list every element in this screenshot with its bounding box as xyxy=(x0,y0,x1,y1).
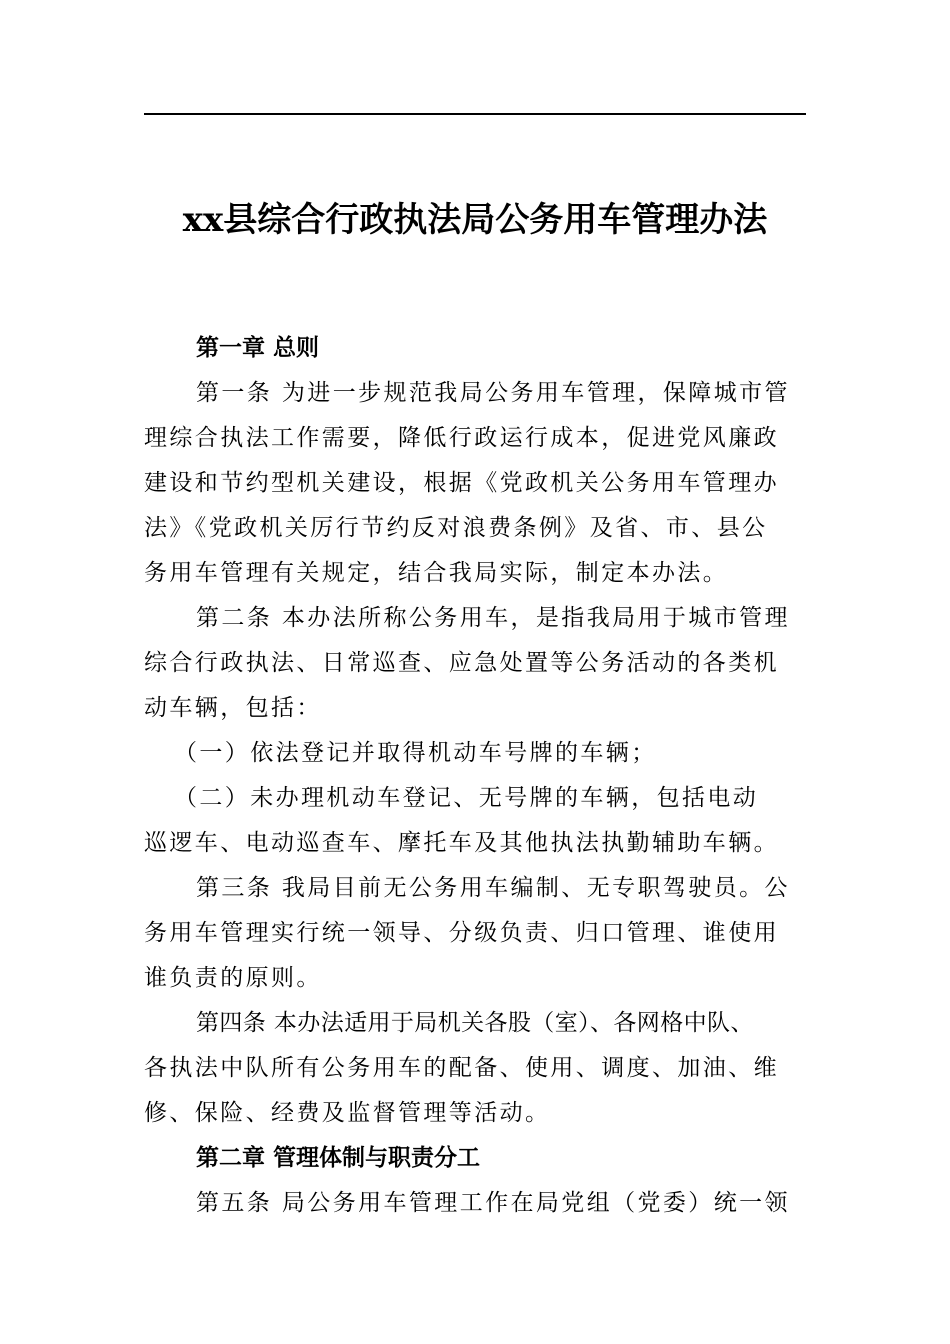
text-line: 务用车管理实行统一领导、分级负责、归口管理、谁使用 xyxy=(144,920,779,946)
text-line: 建设和节约型机关建设，根据《党政机关公务用车管理办 xyxy=(144,470,779,496)
text-line: 第五条 局公务用车管理工作在局党组（党委）统一领 xyxy=(196,1190,790,1216)
chapter-heading-1: 第一章 总则 xyxy=(196,335,320,361)
article-3 xyxy=(144,866,808,1001)
article-2-item-1 xyxy=(144,731,808,776)
article-5 xyxy=(144,1181,808,1226)
text-line: 谁负责的原则。 xyxy=(144,965,322,991)
text-line: 第三条 我局目前无公务用车编制、无专职驾驶员。公 xyxy=(196,875,790,901)
text-line: 第二条 本办法所称公务用车，是指我局用于城市管理 xyxy=(196,605,790,631)
chapter-heading-2: 第二章 管理体制与职责分工 xyxy=(196,1145,481,1171)
article-2-item-2 xyxy=(144,776,808,866)
text-line: 理综合执法工作需要，降低行政运行成本，促进党风廉政 xyxy=(144,425,779,451)
text-line: 各执法中队所有公务用车的配备、使用、调度、加油、维 xyxy=(144,1055,779,1081)
article-1 xyxy=(144,371,808,596)
document-body xyxy=(144,326,808,1226)
text-line: （二）未办理机动车登记、无号牌的车辆，包括电动 xyxy=(174,785,759,811)
text-line: 巡逻车、电动巡查车、摩托车及其他执法执勤辅助车辆。 xyxy=(144,830,779,856)
text-line: 法》《党政机关厉行节约反对浪费条例》及省、市、县公 xyxy=(144,515,768,541)
text-line: 修、保险、经费及监督管理等活动。 xyxy=(144,1100,551,1126)
text-line: 综合行政执法、日常巡查、应急处置等公务活动的各类机 xyxy=(144,650,779,676)
text-line: 第一条 为进一步规范我局公务用车管理，保障城市管 xyxy=(196,380,790,406)
article-2 xyxy=(144,596,808,731)
document-title: xx县综合行政执法局公务用车管理办法 xyxy=(182,200,768,240)
text-line: （一）依法登记并取得机动车号牌的车辆； xyxy=(174,740,657,766)
text-line: 动车辆，包括： xyxy=(144,695,322,721)
article-4 xyxy=(144,1001,808,1136)
header-rule xyxy=(144,113,806,115)
text-line: 务用车管理有关规定，结合我局实际，制定本办法。 xyxy=(144,560,729,586)
text-line: 第四条 本办法适用于局机关各股（室）、各网格中队、 xyxy=(196,1010,754,1036)
